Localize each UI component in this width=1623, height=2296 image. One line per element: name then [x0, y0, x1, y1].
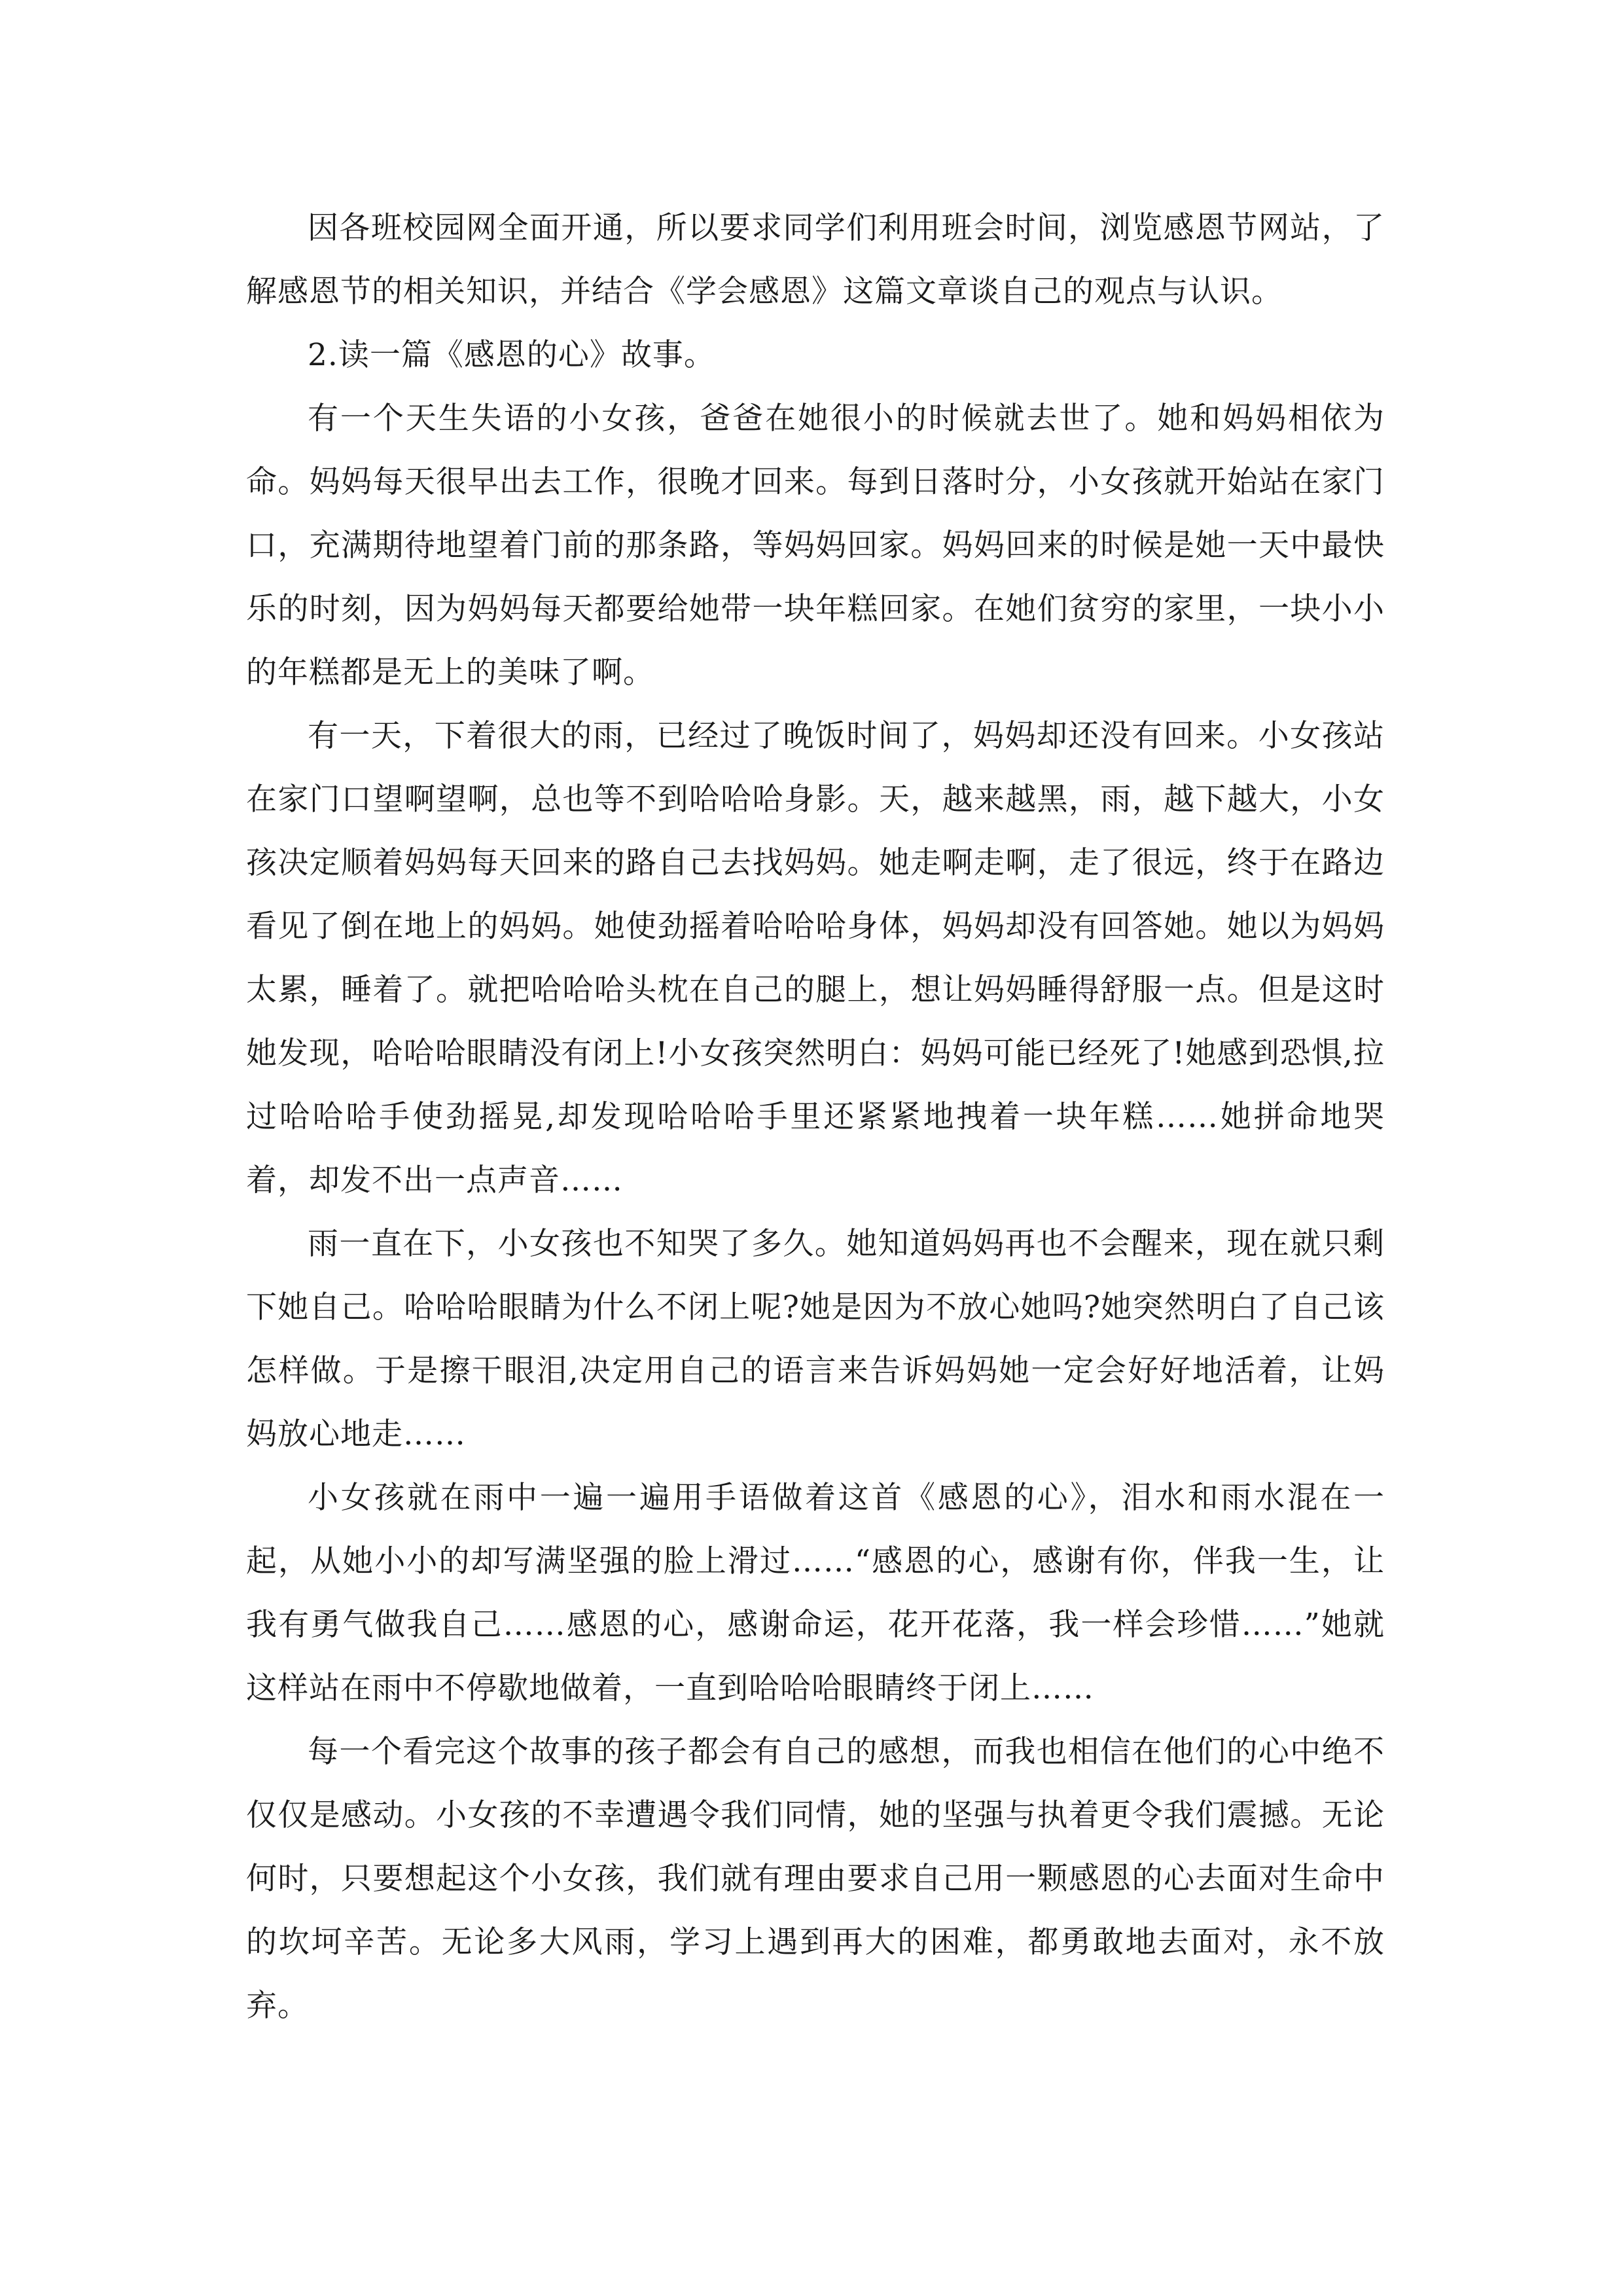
document-body: [246, 196, 1385, 2037]
paragraph-sign-language: 小女孩就在雨中一遍一遍用手语做着这首《感恩的心》，泪水和雨水混在一起，从她小小的却写满坚强的脸上滑过……“感恩的心，感谢有你，伴我一生，让我有勇气做我自己……感恩的心，感谢命运，花开花落，我一样会珍惜……”她就这样站在雨中不停歇地做着，一直到哈哈哈眼睛终于闭上……: [246, 1480, 1385, 1706]
paragraph-alone: 雨一直在下，小女孩也不知哭了多久。她知道妈妈再也不会醒来，现在就只剩下她自己。哈哈哈眼睛为什么不闭上呢?她是因为不放心她吗?她突然明白了自己该怎样做。于是擦干眼泪,决定用自己的语言来告诉妈妈她一定会好好地活着，让妈妈放心地走……: [246, 1226, 1385, 1452]
paragraph-browse-website: 因各班校园网全面开通，所以要求同学们利用班会时间，浏览感恩节网站，了解感恩节的相关知识，并结合《学会感恩》这篇文章谈自己的观点与认识。: [246, 210, 1385, 310]
paragraph-story-intro: 有一个天生失语的小女孩，爸爸在她很小的时候就去世了。她和妈妈相依为命。妈妈每天很早出去工作，很晚才回来。每到日落时分，小女孩就开始站在家门口，充满期待地望着门前的那条路，等妈妈回家。妈妈回来的时候是她一天中最快乐的时刻，因为妈妈每天都要给她带一块年糕回家。在她们贫穷的家里，一块小小的年糕都是无上的美味了啊。: [246, 401, 1385, 691]
paragraph-story-heading: 2.读一篇《感恩的心》故事。: [308, 337, 715, 373]
paragraph-reflection: 每一个看完这个故事的孩子都会有自己的感想，而我也相信在他们的心中绝不仅仅是感动。小女孩的不幸遭遇令我们同情，她的坚强与执着更令我们震撼。无论何时，只要想起这个小女孩，我们就有理由要求自己用一颗感恩的心去面对生命中的坎坷辛苦。无论多大风雨，学习上遇到再大的困难，都勇敢地去面对，永不放弃。: [246, 1734, 1385, 2024]
paragraph-rainy-day: 有一天，下着很大的雨，已经过了晚饭时间了，妈妈却还没有回来。小女孩站在家门口望啊望啊，总也等不到哈哈哈身影。天，越来越黑，雨，越下越大，小女孩决定顺着妈妈每天回来的路自己去找妈妈。她走啊走啊，走了很远，终于在路边看见了倒在地上的妈妈。她使劲摇着哈哈哈身体，妈妈却没有回答她。她以为妈妈太累，睡着了。就把哈哈哈头枕在自己的腿上，想让妈妈睡得舒服一点。但是这时她发现，哈哈哈眼睛没有闭上!小女孩突然明白：妈妈可能已经死了!她感到恐惧,拉过哈哈哈手使劲摇晃,却发现哈哈哈手里还紧紧地拽着一块年糕……她拼命地哭着，却发不出一点声音……: [246, 718, 1385, 1198]
